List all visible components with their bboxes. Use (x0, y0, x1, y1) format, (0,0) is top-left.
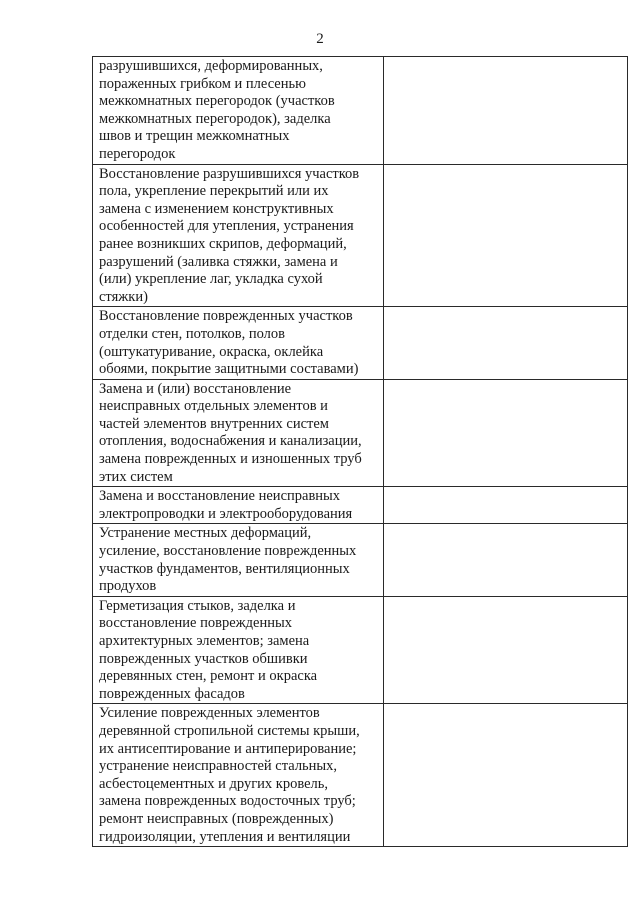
work-value-cell (384, 487, 628, 524)
table-row (93, 164, 628, 307)
work-description-cell (93, 596, 384, 704)
work-description-line: Восстановление разрушившихся участков (99, 165, 360, 182)
work-description-line: особенностей для утепления, устранения (99, 218, 354, 235)
work-description-line: частей элементов внутренних систем (99, 415, 329, 432)
table-row (93, 307, 628, 379)
work-description-line: неисправных отдельных элементов и (99, 398, 328, 415)
works-table-body (93, 57, 628, 847)
work-description-cell (93, 524, 384, 596)
work-description-line: их антисептирование и антиперирование; (99, 740, 357, 757)
work-description-line: гидроизоляции, утепления и вентиляции (99, 828, 351, 845)
work-description-line: деревянной стропильной системы крыши, (99, 722, 360, 739)
work-description-line: (или) укрепление лаг, укладка сухой (99, 271, 323, 288)
work-description-cell (93, 704, 384, 847)
work-description-line: поврежденных фасадов (99, 685, 245, 702)
work-description-line: ремонт неисправных (поврежденных) (99, 810, 334, 827)
work-description-line: межкомнатных перегородок), заделка (99, 110, 331, 127)
work-description-line: Герметизация стыков, заделка и (99, 597, 296, 614)
work-description-line: поврежденных участков обшивки (99, 650, 308, 667)
works-table (92, 56, 628, 847)
work-description-line: отделки стен, потолков, полов (99, 325, 285, 342)
work-value-cell (384, 596, 628, 704)
work-description-line: разрушившихся, деформированных, (99, 58, 323, 74)
work-description-line: Замена и восстановление неисправных (99, 488, 341, 505)
work-description-line: ранее возникших скрипов, деформаций, (99, 235, 347, 252)
work-description-line: электропроводки и электрооборудования (99, 505, 353, 522)
work-description-line: стяжки) (99, 288, 148, 305)
work-description-line: деревянных стен, ремонт и окраска (99, 668, 318, 685)
work-description-line: замена поврежденных и изношенных труб (99, 451, 362, 468)
work-value-cell (384, 704, 628, 847)
work-description-line: пола, укрепление перекрытий или их (99, 183, 329, 200)
table-row (93, 596, 628, 704)
work-description-line: Устранение местных деформаций, (99, 525, 312, 542)
work-description-line: продухов (99, 578, 157, 595)
work-description-line: участков фундаментов, вентиляционных (99, 560, 350, 577)
work-description-line: перегородок (99, 145, 176, 162)
work-description-line: (оштукатуривание, окраска, оклейка (99, 343, 324, 360)
table-row (93, 57, 628, 165)
work-description-line: архитектурных элементов; замена (99, 633, 310, 649)
work-value-cell (384, 57, 628, 165)
table-row (93, 524, 628, 596)
work-description-line: отопления, водоснабжения и канализации, (99, 433, 362, 450)
work-description-line: разрушений (заливка стяжки, замена и (99, 253, 338, 270)
work-description-line: устранение неисправностей стальных, (99, 758, 338, 775)
work-value-cell (384, 307, 628, 379)
work-description-line: Восстановление поврежденных участков (99, 308, 353, 325)
work-value-cell (384, 164, 628, 307)
table-row (93, 704, 628, 847)
work-description-line: швов и трещин межкомнатных (99, 128, 290, 145)
work-description-cell (93, 307, 384, 379)
work-description-cell (93, 57, 384, 165)
work-description-line: межкомнатных перегородок (участков (99, 93, 335, 110)
work-description-line: Замена и (или) восстановление (99, 380, 292, 397)
work-description-line: замена поврежденных водосточных труб; (99, 793, 356, 810)
work-description-line: восстановление поврежденных (99, 615, 292, 632)
table-row (93, 487, 628, 524)
work-value-cell (384, 379, 628, 487)
work-value-cell (384, 524, 628, 596)
work-description-cell (93, 164, 384, 307)
work-description-cell (93, 487, 384, 524)
table-row (93, 379, 628, 487)
work-description-line: пораженных грибком и плесенью (99, 75, 306, 92)
work-description-line: замена с изменением конструктивных (99, 200, 334, 217)
page-number: 2 (316, 31, 324, 47)
work-description-line: Усиление поврежденных элементов (99, 705, 320, 722)
work-description-cell (93, 379, 384, 487)
work-description-line: асбестоцементных и других кровель, (99, 775, 329, 792)
work-description-line: обоями, покрытие защитными составами) (99, 361, 359, 378)
work-description-line: этих систем (99, 468, 173, 485)
work-description-line: усиление, восстановление поврежденных (99, 543, 357, 560)
